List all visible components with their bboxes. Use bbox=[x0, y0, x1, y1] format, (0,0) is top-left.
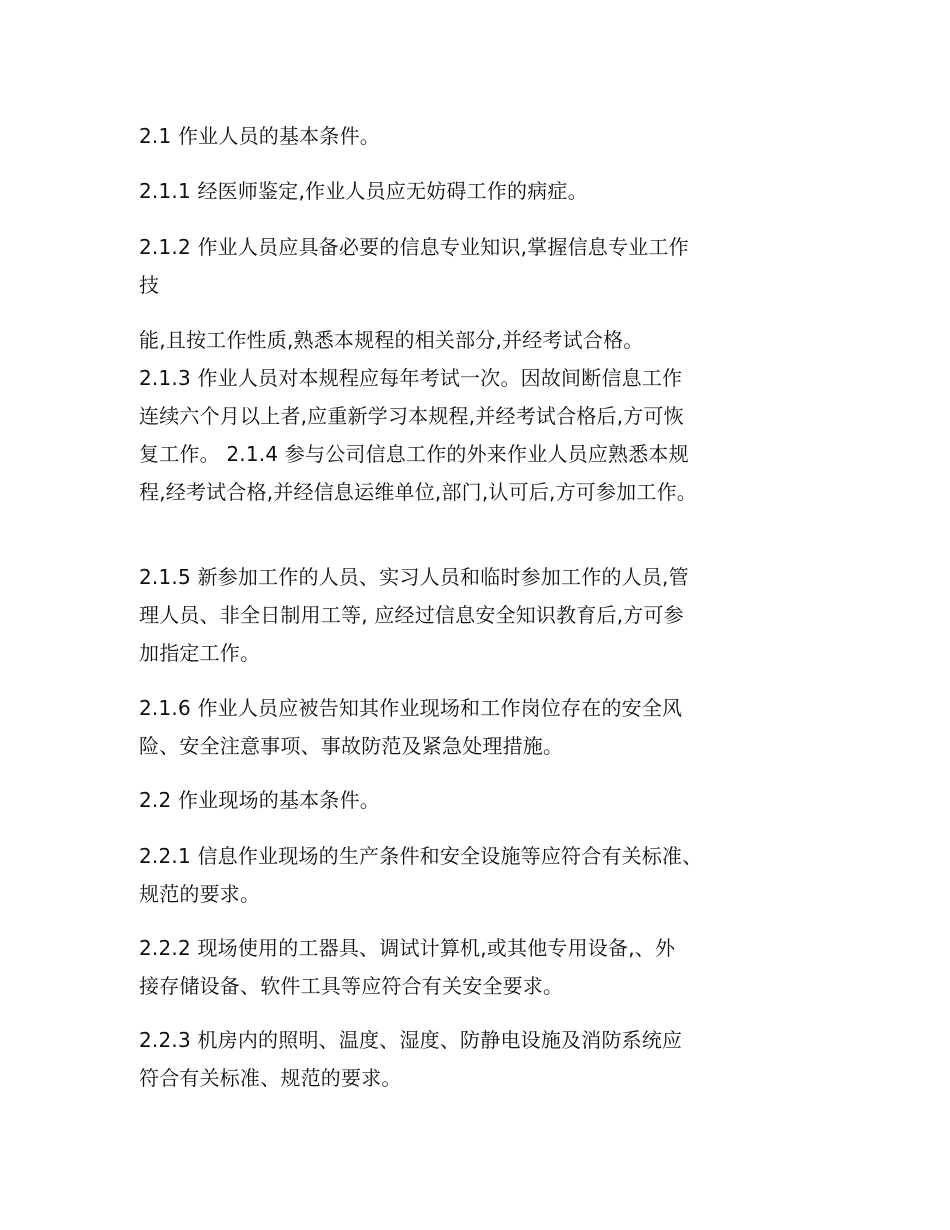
text-line: 符合有关标准、规范的要求。 bbox=[139, 1066, 402, 1090]
paragraph-2-1-3-2-1-4 bbox=[139, 321, 819, 511]
text-line: 加指定工作。 bbox=[139, 641, 261, 665]
text-line: 技 bbox=[139, 273, 160, 297]
paragraph-2-1-5 bbox=[139, 558, 819, 672]
paragraph-2-2-2 bbox=[139, 929, 819, 1005]
text-line: 理人员、非全日制用工等, 应经过信息安全知识教育后,方可参 bbox=[139, 603, 684, 627]
text-line: 2.1.1 经医师鉴定,作业人员应无妨碍工作的病症。 bbox=[139, 179, 588, 203]
paragraph-2-2-1 bbox=[139, 837, 819, 913]
paragraph-2-2 bbox=[139, 781, 819, 819]
text-line: 2.1.3 作业人员对本规程应每年考试一次。因故间断信息工作 bbox=[139, 366, 683, 390]
text-line: 规范的要求。 bbox=[139, 882, 261, 906]
text-line: 2.1.6 作业人员应被告知其作业现场和工作岗位存在的安全风 bbox=[139, 696, 683, 720]
text-line: 险、安全注意事项、事故防范及紧急处理措施。 bbox=[139, 734, 564, 758]
text-line: 2.1.5 新参加工作的人员、实习人员和临时参加工作的人员,管 bbox=[139, 565, 689, 589]
text-line: 2.1.2 作业人员应具备必要的信息专业知识,掌握信息专业工作 bbox=[139, 235, 689, 259]
text-line: 2.2 作业现场的基本条件。 bbox=[139, 788, 380, 812]
text-line: 连续六个月以上者,应重新学习本规程,并经考试合格后,方可恢 bbox=[139, 404, 684, 428]
text-line: 接存储设备、软件工具等应符合有关安全要求。 bbox=[139, 974, 564, 998]
paragraph-2-1-6 bbox=[139, 689, 819, 765]
paragraph-2-1-2 bbox=[139, 228, 819, 304]
text-line: 2.2.1 信息作业现场的生产条件和安全设施等应符合有关标准、 bbox=[139, 844, 703, 868]
paragraph-2-1-1 bbox=[139, 172, 819, 210]
paragraph-2-2-3 bbox=[139, 1021, 819, 1097]
paragraph-2-1 bbox=[139, 117, 819, 155]
text-line: 能,且按工作性质,熟悉本规程的相关部分,并经考试合格。 bbox=[139, 328, 644, 352]
text-line: 复工作。 2.1.4 参与公司信息工作的外来作业人员应熟悉本规 bbox=[139, 442, 689, 466]
text-line: 2.2.3 机房内的照明、温度、湿度、防静电设施及消防系统应 bbox=[139, 1028, 683, 1052]
text-line: 2.2.2 现场使用的工器具、调试计算机,或其他专用设备,、外 bbox=[139, 936, 676, 960]
text-line: 程,经考试合格,并经信息运维单位,部门,认可后,方可参加工作。 bbox=[139, 480, 697, 504]
text-line: 2.1 作业人员的基本条件。 bbox=[139, 124, 380, 148]
